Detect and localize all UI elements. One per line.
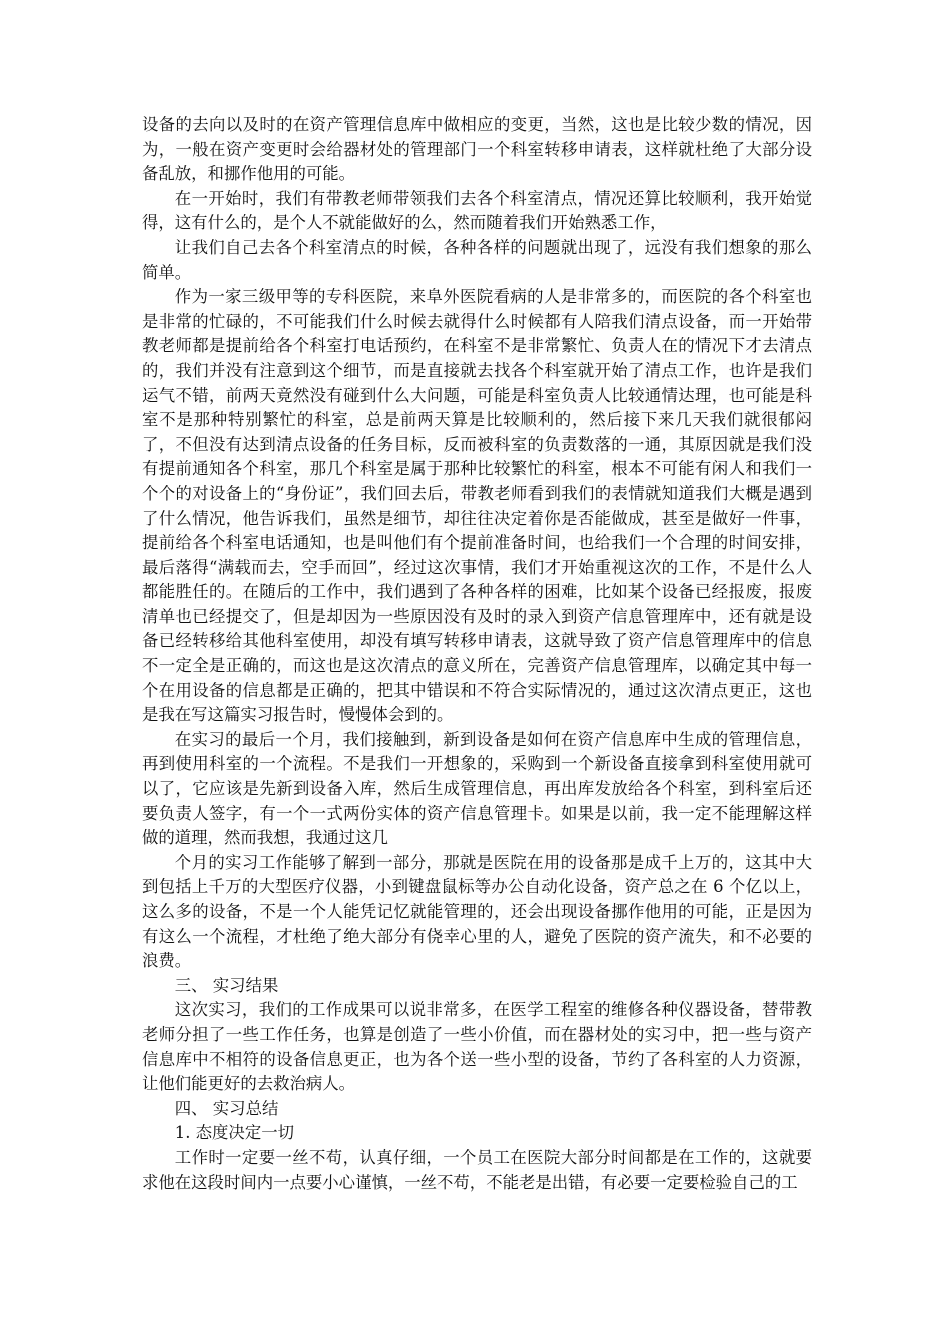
subsection-heading: 1. 态度决定一切 [174, 1123, 294, 1143]
paragraph: 这次实习，我们的工作成果可以说非常多，在医学工程室的维修各种仪器设备，替带教老师分担了一些工作任务，也算是创造了一些小价值，而在器材处的实习中，把一些与资产信息库中不相符的设备信息更正，也为各个送一些小型的设备，节约了各科室的人力资源，让他们能更好的去救治病人。 [142, 1000, 812, 1094]
document-body [142, 113, 812, 1195]
paragraph: 让我们自己去各个科室清点的时候，各种各样的问题就出现了，远没有我们想象的那么简单。 [142, 237, 812, 282]
paragraph: 在一开始时，我们有带教老师带领我们去各个科室清点，情况还算比较顺利，我开始觉得，这有什么的，是个人不就能做好的么，然而随着我们开始熟悉工作， [142, 188, 812, 233]
paragraph-continued: 设备的去向以及时的在资产管理信息库中做相应的变更，当然，这也是比较少数的情况，因为，一般在资产变更时会给器材处的管理部门一个科室转移申请表，这样就杜绝了大部分设备乱放，和挪作他用的可能。 [142, 115, 812, 184]
section-heading: 三、 实习结果 [174, 975, 279, 995]
paragraph: 工作时一定要一丝不苟，认真仔细，一个员工在医院大部分时间都是在工作的，这就要求他在这段时间内一点要小心谨慎，一丝不苟，不能老是出错，有必要一定要检验自己的工 [142, 1147, 812, 1192]
paragraph: 作为一家三级甲等的专科医院，来阜外医院看病的人是非常多的，而医院的各个科室也是非常的忙碌的，不可能我们什么时候去就得什么时候都有人陪我们清点设备，而一开始带教老师都是提前给各个科室打电话预约，在科室不是非常繁忙、负责人在的情况下才去清点的，我们并没有注意到这个细节，而是直接就去找各个科室就开始了清点工作，也许是我们运气不错，前两天竟然没有碰到什么大问题，可能是科室负责人比较通情达理，也可能是科室不是那种特别繁忙的科室，总是前两天算是比较顺利的，然后接下来几天我们就很郁闷了，不但没有达到清点设备的任务目标，反而被科室的负责数落的一通，其原因就是我们没有提前通知各个科室，那几个科室是属于那种比较繁忙的科室，根本不可能有闲人和我们一个个的对设备上的“身份证”，我们回去后，带教老师看到我们的表情就知道我们大概是遇到了什么情况，他告诉我们，虽然是细节，却往往决定着你是否能做成，甚至是做好一件事，提前给各个科室电话通知，也是叫他们有个提前准备时间，也给我们一个合理的时间安排，最后落得“满载而去，空手而回”，经过这次事情，我们才开始重视这次的工作，不是什么人都能胜任的。在随后的工作中，我们遇到了各种各样的困难，比如某个设备已经报废，报废清单也已经提交了，但是却因为一些原因没有及时的录入到资产信息管理库中，还有就是设备已经转移给其他科室使用，却没有填写转移申请表，这就导致了资产信息管理库中的信息不一定全是正确的，而这也是这次清点的意义所在，完善资产信息管理库，以确定其中每一个在用设备的信息都是正确的，把其中错误和不符合实际情况的，通过这次清点更正，这也是我在写这篇实习报告时，慢慢体会到的。 [142, 287, 812, 725]
paragraph: 个月的实习工作能够了解到一部分，那就是医院在用的设备那是成千上万的，这其中大到包括上千万的大型医疗仪器，小到键盘鼠标等办公自动化设备，资产总之在 6 个亿以上，这么多的设备，不是一个人能凭记忆就能管理的，还会出现设备挪作他用的可能，正是因为有这么一个流程，才杜绝了绝大部分有侥幸心里的人，避免了医院的资产流失，和不必要的浪费。 [142, 852, 812, 971]
paragraph: 在实习的最后一个月，我们接触到，新到设备是如何在资产信息库中生成的管理信息，再到使用科室的一个流程。不是我们一开想象的，采购到一个新设备直接拿到科室使用就可以了，它应该是先新到设备入库，然后生成管理信息，再出库发放给各个科室，到科室后还要负责人签字，有一个一式两份实体的资产信息管理卡。如果是以前，我一定不能理解这样做的道理，然而我想，我通过这几 [142, 729, 812, 848]
section-heading: 四、 实习总结 [174, 1098, 279, 1118]
